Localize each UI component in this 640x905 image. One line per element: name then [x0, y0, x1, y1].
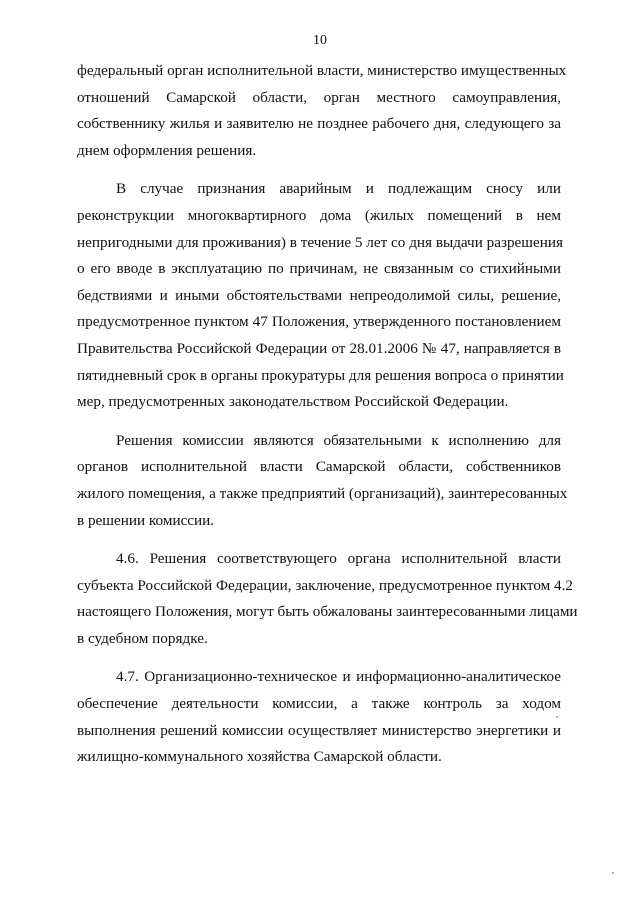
- text-line: Решения комиссии являются обязательными к исполнению для: [116, 431, 561, 449]
- text-line: реконструкции многоквартирного дома (жилых помещений в нем: [77, 206, 561, 224]
- text-line: жилого помещения, а также предприятий (организаций), заинтересованных: [77, 484, 568, 502]
- paragraph-gap: [77, 534, 561, 546]
- text-line: 4.6. Решения соответствующего органа исполнительной власти: [116, 550, 561, 568]
- text-line: 4.7. Организационно-техническое и информационно-аналитическое: [116, 668, 561, 686]
- text-line: бедствиями и иными обстоятельствами непреодолимой силы, решение,: [77, 286, 561, 304]
- text-line: Правительства Российской Федерации от 28.01.2006 № 47, направляется в: [77, 339, 561, 357]
- text-line: настоящего Положения, могут быть обжалованы заинтересованными лицами: [77, 603, 578, 621]
- scan-speck: [612, 872, 614, 874]
- text-line: обеспечение деятельности комиссии, а также контроль за ходом: [77, 695, 561, 713]
- scan-speck: [556, 716, 558, 718]
- paragraph-2: [77, 176, 564, 415]
- text-line: в судебном порядке.: [77, 629, 208, 647]
- paragraph-gap: [77, 416, 561, 428]
- text-line: предусмотренное пунктом 47 Положения, утвержденного постановлением: [77, 313, 561, 331]
- text-line: выполнения решений комиссии осуществляет министерство энергетики и: [77, 721, 561, 739]
- text-line: В случае признания аварийным и подлежащим сносу или: [116, 180, 561, 198]
- page-number: 10: [313, 33, 327, 48]
- text-line: собственнику жилья и заявителю не позднее рабочего дня, следующего за: [77, 115, 561, 133]
- paragraph-gap: [77, 164, 561, 176]
- text-line: федеральный орган исполнительной власти, министерство имущественных: [77, 62, 567, 79]
- paragraph-1: [77, 58, 567, 164]
- text-line: непригодными для проживания) в течение 5 лет со дня выдачи разрешения: [77, 233, 563, 251]
- text-line: в решении комиссии.: [77, 511, 215, 529]
- paragraph-5: [77, 664, 561, 770]
- text-line: о его вводе в эксплуатацию по причинам, не связанным со стихийными: [77, 260, 561, 278]
- text-line: субъекта Российской Федерации, заключение, предусмотренное пунктом 4.2: [77, 576, 574, 594]
- text-line: пятидневный срок в органы прокуратуры для решения вопроса о принятии: [77, 366, 564, 384]
- text-line: мер, предусмотренных законодательством Российской Федерации.: [77, 393, 509, 411]
- paragraph-4: [77, 546, 578, 652]
- paragraph-3: [77, 428, 568, 534]
- text-line: отношений Самарской области, орган местного самоуправления,: [77, 88, 561, 106]
- text-line: днем оформления решения.: [77, 141, 257, 159]
- document-body: [77, 58, 578, 771]
- paragraph-gap: [77, 652, 561, 664]
- text-line: жилищно-коммунального хозяйства Самарской области.: [77, 748, 442, 766]
- text-line: органов исполнительной власти Самарской области, собственников: [77, 458, 561, 476]
